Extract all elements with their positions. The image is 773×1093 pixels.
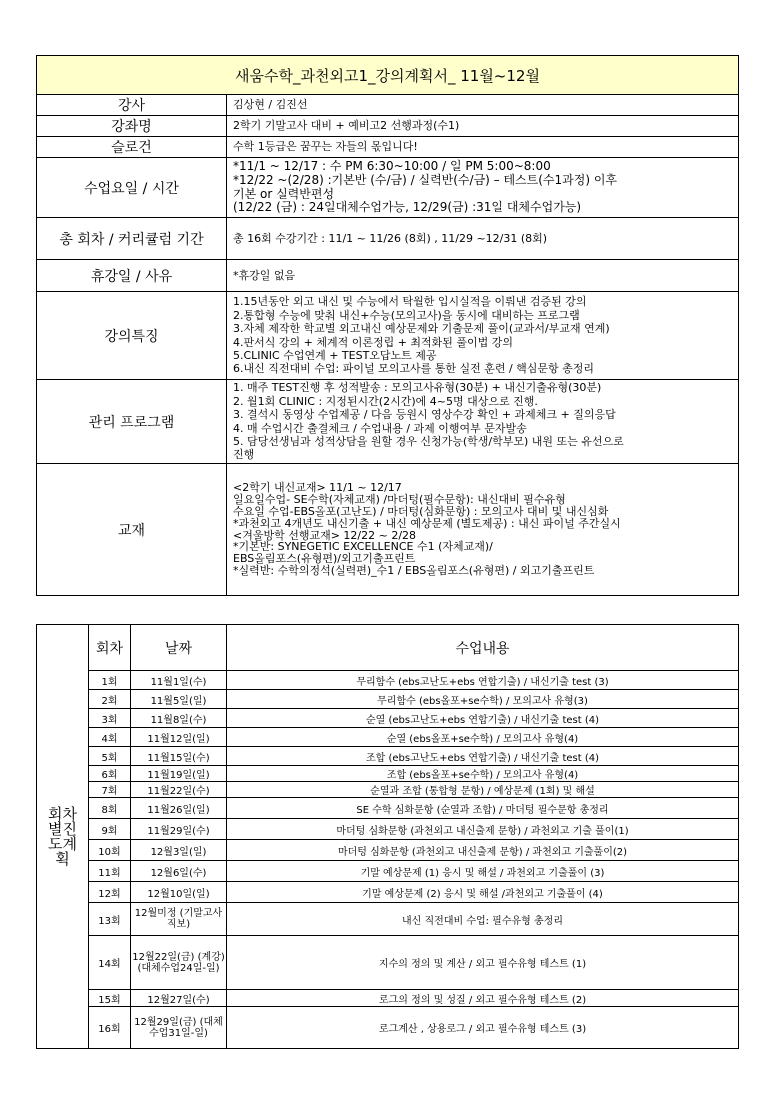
- session-date: 12월10일(일): [131, 882, 227, 903]
- session-content: 조합 (ebs올포+se수학) / 모의고사 유형(4): [227, 766, 739, 782]
- session-no: 1회: [89, 671, 131, 690]
- schedule-time-value: *11/1 ~ 12/17 : 수 PM 6:30~10:00 / 일 PM 5:00~8:00 *12/22 ~(2/28) :기본반 (수/금) / 실력반(수/금) – 테스트(수1과정) 이후 기본 or 실력반편성 (12/22 (금) : 24일대체수업가능, 12/29(금) :31일 대체수업가능): [227, 158, 739, 218]
- session-no: 6회: [89, 766, 131, 782]
- table-row: [37, 1007, 739, 1049]
- session-content: SE 수학 심화문항 (순열과 조합) / 마더텅 필수문항 총정리: [227, 798, 739, 819]
- instructor-value: 김상현 / 김진선: [227, 95, 739, 116]
- info-row-instructor: [37, 95, 739, 116]
- instructor-label: 강사: [37, 95, 227, 116]
- session-content: 순열 (ebs올포+se수학) / 모의고사 유형(4): [227, 728, 739, 747]
- table-row: [37, 728, 739, 747]
- session-date: 11월22일(수): [131, 782, 227, 798]
- session-date: 11월19일(일): [131, 766, 227, 782]
- session-date: 12월29일(금) (대체수업31일-일): [131, 1007, 227, 1049]
- table-row: [37, 990, 739, 1007]
- table-row: [37, 782, 739, 798]
- title-row: [37, 56, 739, 95]
- session-no: 7회: [89, 782, 131, 798]
- session-date: 12월3일(일): [131, 840, 227, 861]
- management-label: 관리 프로그램: [37, 380, 227, 464]
- table-row: [37, 840, 739, 861]
- info-row-holiday: [37, 260, 739, 292]
- table-row: [37, 671, 739, 690]
- session-no: 11회: [89, 861, 131, 882]
- schedule-header-row: [37, 625, 739, 671]
- table-row: [37, 766, 739, 782]
- table-row: [37, 903, 739, 936]
- slogan-label: 슬로건: [37, 137, 227, 158]
- info-row-course-name: [37, 116, 739, 137]
- session-content: 내신 직전대비 수업: 필수유형 총정리: [227, 903, 739, 936]
- date-header: 날짜: [131, 625, 227, 671]
- session-no: 8회: [89, 798, 131, 819]
- session-no: 13회: [89, 903, 131, 936]
- session-no: 3회: [89, 709, 131, 728]
- document-title: 새움수학_과천외고1_강의계획서_ 11월~12월: [37, 56, 739, 95]
- session-date: 11월26일(일): [131, 798, 227, 819]
- textbook-value: <2학기 내신교재> 11/1 ~ 12/17 일요일수업- SE수학(자체교재) /마더텅(필수문항): 내신대비 필수유형 수요일 수업-EBS올포(고난도) / 마더텅(심화문항) : 모의고사 대비 및 내신심화 *과천외고 4개년도 내신기출 + 내신 예상문제 (별도제공) : 내신 파이널 주간실시 <겨울방학 선행교재> 12/22 ~ 2/28 *기본반: SYNEGETIC EXCELLENCE 수1 (자체교재)/ EBS올림포스(유형편)/외고기출프린트 *실력반: 수학의정석(실력편)_수1 / EBS올림포스(유형편) / 외고기출프린트: [227, 464, 739, 596]
- course-name-value: 2학기 기말고사 대비 + 예비고2 선행과정(수1): [227, 116, 739, 137]
- session-content: 무리함수 (ebs올포+se수학) / 모의고사 유형(3): [227, 690, 739, 709]
- weekly-schedule-table: [36, 624, 739, 1049]
- info-row-textbook: [37, 464, 739, 596]
- info-row-management: [37, 380, 739, 464]
- session-date: 11월15일(수): [131, 747, 227, 766]
- session-content: 기말 예상문제 (2) 응시 및 해설 /과천외고 기출풀이 (4): [227, 882, 739, 903]
- session-no: 14회: [89, 936, 131, 990]
- session-date: 12월미정 (기말고사직보): [131, 903, 227, 936]
- course-info-table: [36, 55, 739, 596]
- content-header: 수업내용: [227, 625, 739, 671]
- session-date: 12월27일(수): [131, 990, 227, 1007]
- session-content: 로그계산 , 상용로그 / 외고 필수유형 테스트 (3): [227, 1007, 739, 1049]
- schedule-time-label: 수업요일 / 시간: [37, 158, 227, 218]
- curriculum-period-value: 총 16회 수강기간 : 11/1 ~ 11/26 (8회) , 11/29 ~12/31 (8회): [227, 218, 739, 260]
- info-row-curriculum-period: [37, 218, 739, 260]
- session-date: 11월12일(일): [131, 728, 227, 747]
- course-name-label: 강좌명: [37, 116, 227, 137]
- holiday-value: *휴강일 없음: [227, 260, 739, 292]
- session-no: 12회: [89, 882, 131, 903]
- session-no: 4회: [89, 728, 131, 747]
- table-row: [37, 709, 739, 728]
- features-value: 1.15년동안 외고 내신 및 수능에서 탁월한 입시실적을 이뤄낸 검증된 강의 2.통합형 수능에 맞춰 내신+수능(모의고사)을 동시에 대비하는 프로그램 3.자체 제작한 학교별 외고내신 예상문제와 기출문제 풀이(교과서/부교재 연계) 4.판서식 강의 + 체계적 이론정립 + 최적화된 풀이법 강의 5.CLINIC 수업연계 + TEST오답노트 제공 6.내신 직전대비 수업: 파이널 모의고사를 통한 실전 훈련 / 핵심문항 총정리: [227, 292, 739, 380]
- session-date: 11월5일(일): [131, 690, 227, 709]
- session-content: 로그의 정의 및 성질 / 외고 필수유형 테스트 (2): [227, 990, 739, 1007]
- session-content: 조합 (ebs고난도+ebs 연합기출) / 내신기출 test (4): [227, 747, 739, 766]
- session-no: 9회: [89, 819, 131, 840]
- session-content: 기말 예상문제 (1) 응시 및 해설 / 과천외고 기출풀이 (3): [227, 861, 739, 882]
- session-content: 순열 (ebs고난도+ebs 연합기출) / 내신기출 test (4): [227, 709, 739, 728]
- features-label: 강의특징: [37, 292, 227, 380]
- schedule-section-label: 회차별진도계획: [37, 625, 89, 1049]
- session-no: 5회: [89, 747, 131, 766]
- table-row: [37, 882, 739, 903]
- session-content: 마더텅 심화문항 (과천외고 내신출제 문항) / 과천외고 기출풀이(2): [227, 840, 739, 861]
- table-row: [37, 747, 739, 766]
- session-no: 16회: [89, 1007, 131, 1049]
- info-row-slogan: [37, 137, 739, 158]
- session-date: 11월1일(수): [131, 671, 227, 690]
- session-date: 11월8일(수): [131, 709, 227, 728]
- slogan-value: 수학 1등급은 꿈꾸는 자들의 몫입니다!: [227, 137, 739, 158]
- session-no-header: 회차: [89, 625, 131, 671]
- info-row-features: [37, 292, 739, 380]
- management-value: 1. 매주 TEST진행 후 성적발송 : 모의고사유형(30분) + 내신기출유형(30분) 2. 월1회 CLINIC : 지정된시간(2시간)에 4~5명 대상으로 진행. 3. 결석시 동영상 수업제공 / 다음 등원시 영상수강 확인 + 과제체크 + 질의응답 4. 매 수업시간 출결체크 / 수업내용 / 과제 이행여부 문자발송 5. 담당선생님과 성적상담을 원할 경우 신청가능(학생/학부모) 내원 또는 유선으로 진행: [227, 380, 739, 464]
- textbook-label: 교재: [37, 464, 227, 596]
- session-no: 2회: [89, 690, 131, 709]
- session-no: 15회: [89, 990, 131, 1007]
- info-row-schedule-time: [37, 158, 739, 218]
- table-row: [37, 798, 739, 819]
- curriculum-period-label: 총 회차 / 커리큘럼 기간: [37, 218, 227, 260]
- session-date: 11월29일(수): [131, 819, 227, 840]
- holiday-label: 휴강일 / 사유: [37, 260, 227, 292]
- session-no: 10회: [89, 840, 131, 861]
- session-content: 무리함수 (ebs고난도+ebs 연합기출) / 내신기출 test (3): [227, 671, 739, 690]
- session-content: 지수의 정의 및 계산 / 외고 필수유형 테스트 (1): [227, 936, 739, 990]
- table-row: [37, 936, 739, 990]
- session-date: 12월22일(금) (계강) (대체수업24일-일): [131, 936, 227, 990]
- table-row: [37, 861, 739, 882]
- session-content: 순열과 조합 (통합형 문항) / 예상문제 (1회) 및 해설: [227, 782, 739, 798]
- session-content: 마더텅 심화문항 (과천외고 내신출제 문항) / 과천외고 기출 풀이(1): [227, 819, 739, 840]
- table-row: [37, 819, 739, 840]
- table-row: [37, 690, 739, 709]
- session-date: 12월6일(수): [131, 861, 227, 882]
